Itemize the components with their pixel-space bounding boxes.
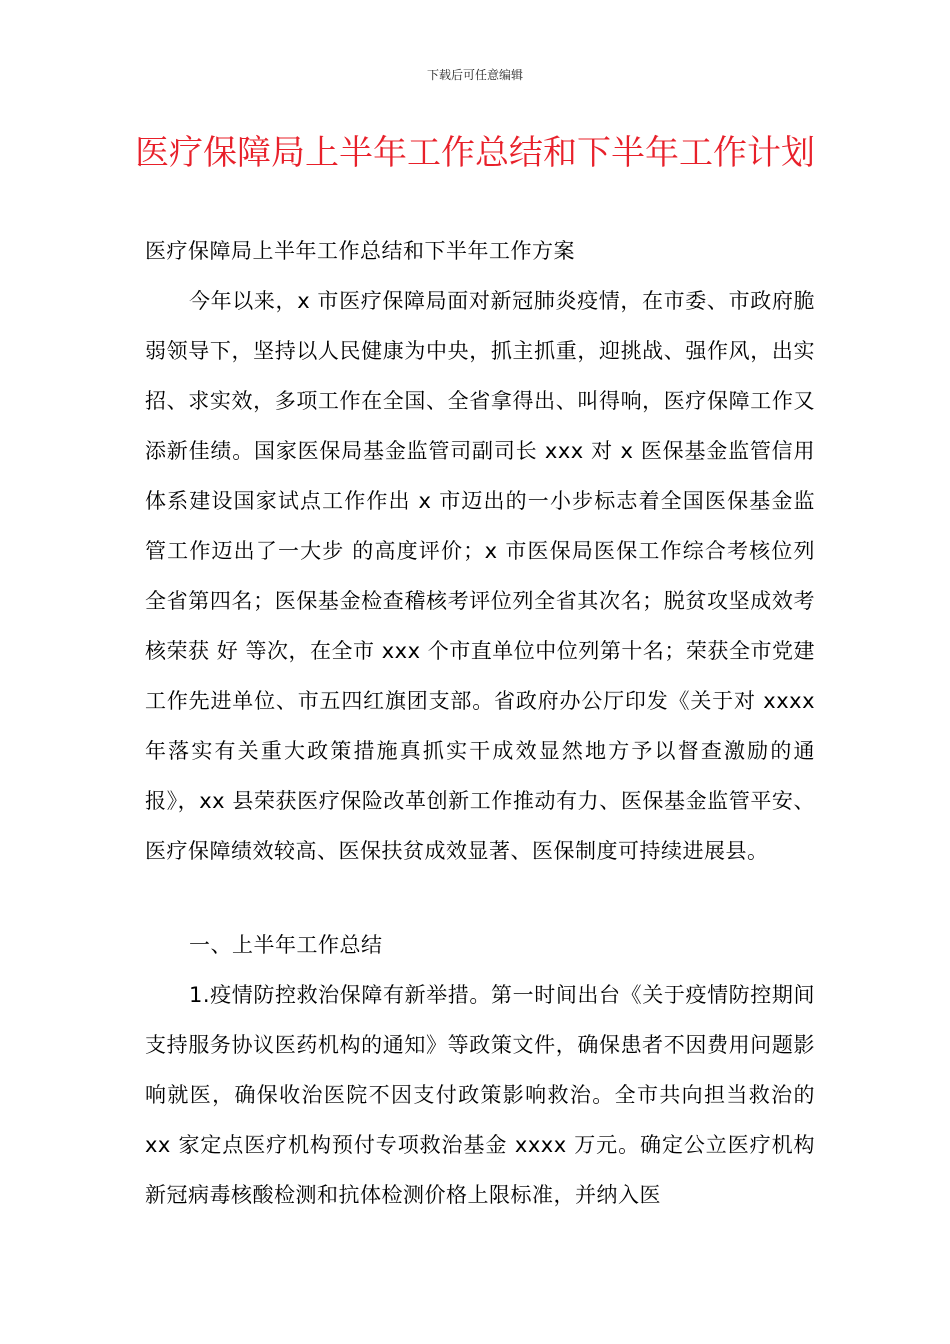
document-subtitle: 医疗保障局上半年工作总结和下半年工作方案 <box>145 239 575 263</box>
body-paragraph-item-1: 1.疫情防控救治保障有新举措。第一时间出台《关于疫情防控期间支持服务协议医药机构的通知》等政策文件，确保患者不因费用问题影响就医，确保收治医院不因支付政策影响救治。全市共向担当救治的 xx 家定点医疗机构预付专项救治基金 xxxx 万元。确定公立医疗机构新冠病毒核酸检测和抗体检测价格上限标准，并纳入医 <box>145 983 815 1207</box>
body-paragraph-intro: 今年以来，x 市医疗保障局面对新冠肺炎疫情，在市委、市政府脆弱领导下，坚持以人民健康为中央，抓主抓重，迎挑战、强作风，出实招、求实效，多项工作在全国、全省拿得出、叫得响，医疗保障工作又添新佳绩。国家医保局基金监管司副司长 xxx 对 x 医保基金监管信用体系建设国家试点工作作出 x 市迈出的一小步标志着全国医保基金监管工作迈出了一大步 的高度评价；x 市医保局医保工作综合考核位列全省第四名；医保基金检查稽核考评位列全省其次名；脱贫攻坚成效考核荣获 好 等次，在全市 xxx 个市直单位中位列第十名；荣获全市党建工作先进单位、市五四红旗团支部。省政府办公厅印发《关于对 xxxx 年落实有关重大政策措施真抓实干成效显然地方予以督查激励的通报》，xx 县荣获医疗保险改革创新工作推动有力、医保基金监管平安、医疗保障绩效较高、医保扶贫成效显著、医保制度可持续进展县。 <box>145 289 815 863</box>
document-title: 医疗保障局上半年工作总结和下半年工作计划 <box>135 133 815 173</box>
page-header-note: 下载后可任意编辑 <box>426 68 523 82</box>
section-heading: 一、上半年工作总结 <box>189 933 383 957</box>
